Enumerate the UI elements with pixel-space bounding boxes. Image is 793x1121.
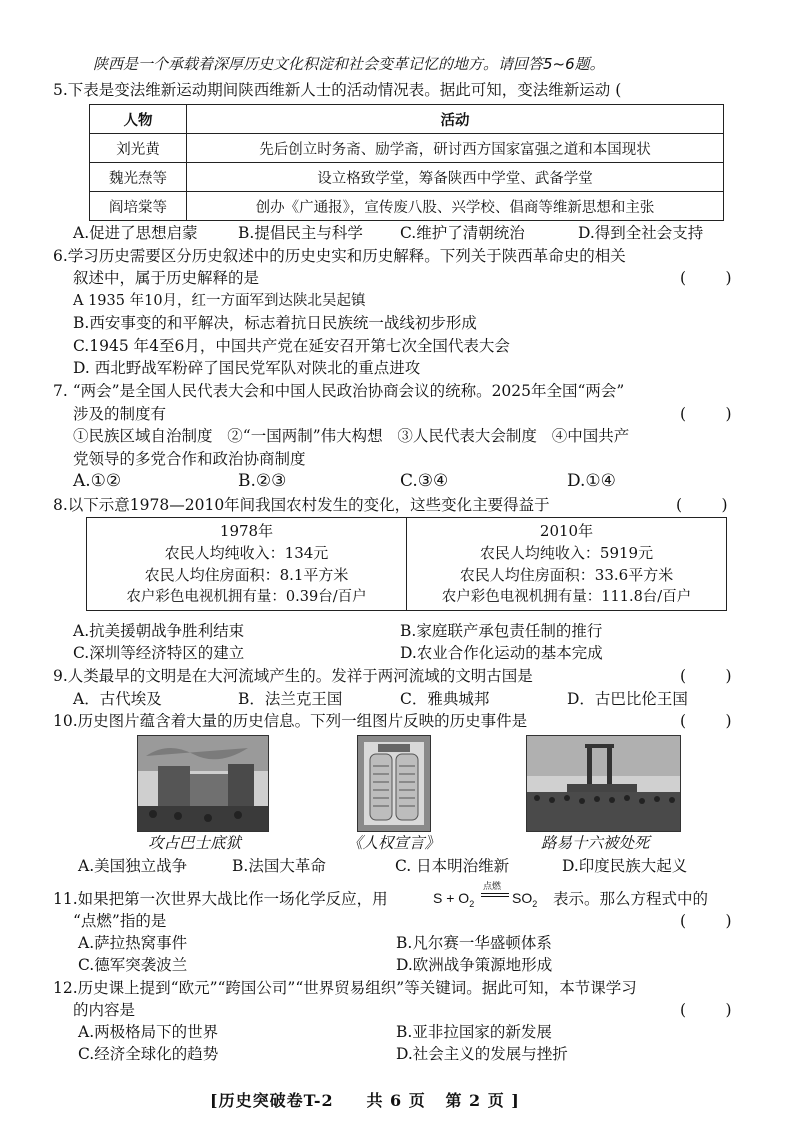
q5-cell: 设立格致学堂，筹备陕西中学堂、武备学堂	[187, 163, 724, 192]
q11-formula-arrow	[481, 893, 509, 897]
q12-stem-line1: 12.历史课上提到“欧元”“跨国公司”“世界贸易组织”等关键词。据此可知，本节课学习	[53, 979, 637, 997]
q7-stem-line1: 7. “两会”是全国人民代表大会和中国人民政治协商会议的统称。2025年全国“两会”	[53, 382, 625, 400]
q10-answer-paren: ( )	[680, 712, 732, 730]
q7-option-c: C.③④	[400, 471, 449, 491]
q12-option-c: C.经济全球化的趋势	[78, 1045, 219, 1063]
q12-option-a: A.两极格局下的世界	[78, 1023, 219, 1041]
q11-stem-part1: 11.如果把第一次世界大战比作一场化学反应，用	[53, 890, 388, 908]
q6-stem-line2: 叙述中，属于历史解释的是	[73, 269, 260, 287]
intro-text: 陕西是一个承载着深厚历史文化积淀和社会变革记忆的地方。请回答5~6题。	[93, 55, 605, 73]
q7-option-d: D.①④	[567, 471, 616, 491]
q10-option-a: A.美国独立战争	[78, 857, 188, 875]
q5-table	[89, 104, 724, 221]
q11-option-a: A.萨拉热窝事件	[78, 934, 188, 952]
q12-option-b: B.亚非拉国家的新发展	[396, 1023, 552, 1041]
q5-option-a: A.促进了思想启蒙	[73, 224, 198, 242]
q8-col-2010	[407, 518, 727, 611]
q5-option-c: C.维护了清朝统治	[400, 224, 525, 242]
q5-cell: 刘光黄	[90, 134, 187, 163]
q8-option-d: D.农业合作化运动的基本完成	[400, 644, 603, 662]
q12-stem-line2: 的内容是	[73, 1001, 136, 1019]
q11-answer-paren: ( )	[680, 912, 732, 930]
q8-option-b: B.家庭联产承包责任制的推行	[400, 622, 603, 640]
q11-formula	[433, 879, 553, 909]
q9-option-a: A．古代埃及	[73, 690, 162, 708]
q8-stat: 农民人均住房面积：33.6平方米	[459, 566, 674, 584]
q9-option-d: D．古巴比伦王国	[567, 690, 688, 708]
q11-formula-condition: 点燃	[483, 881, 502, 891]
table-row	[90, 134, 724, 163]
q11-option-b: B.凡尔赛一华盛顿体系	[396, 934, 552, 952]
q7-option-b: B.②③	[238, 471, 287, 491]
q10-option-b: B.法国大革命	[232, 857, 326, 875]
louis-execution-picture	[526, 735, 681, 832]
q10-caption-1: 攻占巴士底狱	[148, 834, 242, 852]
q5-cell: 阎培棠等	[90, 192, 187, 221]
q12-option-d: D.社会主义的发展与挫折	[396, 1045, 568, 1063]
q6-stem-line1: 6.学习历史需要区分历史叙述中的历史史实和历史解释。下列关于陕西革命史的相关	[53, 247, 626, 265]
q9-answer-paren: ( )	[680, 667, 732, 685]
q11-stem-line2: “点燃”指的是	[73, 912, 167, 930]
q8-stem: 8.以下示意1978—2010年间我国农村发生的变化，这些变化主要得益于	[53, 496, 550, 514]
q11-stem-part2: 表示。那么方程式中的	[553, 890, 709, 908]
q8-option-c: C.深圳等经济特区的建立	[73, 644, 245, 662]
q8-stat: 农民人均住房面积：8.1平方米	[144, 566, 349, 584]
q10-caption-2: 《人权宣言》	[347, 834, 441, 852]
q11-option-d: D.欧洲战争策源地形成	[396, 956, 553, 974]
q10-caption-3: 路易十六被处死	[541, 834, 650, 852]
q6-option-b: B.西安事变的和平解决，标志着抗日民族统一战线初步形成	[73, 314, 477, 332]
q8-stat: 农民人均纯收入：5919元	[479, 544, 654, 562]
q5-cell: 创办《广通报》，宣传废八股、兴学校、倡商等维新思想和主张	[187, 192, 724, 221]
q11-option-c: C.德军突袭波兰	[78, 956, 188, 974]
q8-stat: 农户彩色电视机拥有量：111.8台/百户	[441, 589, 692, 605]
rights-declaration-picture	[357, 735, 431, 832]
q5-option-b: B.提倡民主与科学	[238, 224, 363, 242]
q10-option-d: D.印度民族大起义	[562, 857, 688, 875]
table-row	[90, 192, 724, 221]
q7-answer-paren: ( )	[680, 405, 732, 423]
q8-year-1978: 1978年	[219, 522, 274, 540]
q5-header-activity: 活动	[187, 105, 724, 134]
q9-stem: 9.人类最早的文明是在大河流域产生的。发祥于两河流域的文明古国是	[53, 667, 533, 685]
q6-option-d: D. 西北野战军粉碎了国民党军队对陕北的重点进攻	[73, 359, 421, 377]
q7-items-line2: 党领导的多党合作和政治协商制度	[73, 450, 306, 468]
q6-option-a: A 1935 年10月，红一方面军到达陕北吴起镇	[73, 293, 366, 309]
q11-formula-left: $S + O_2$	[433, 890, 475, 909]
q5-option-d: D.得到全社会支持	[578, 224, 704, 242]
q8-col-1978	[87, 518, 407, 611]
q10-option-c: C. 日本明治维新	[395, 857, 510, 875]
page-footer: [历史突破卷T-2 共 6 页 第 2 页 ]	[210, 1091, 520, 1110]
q5-cell: 先后创立时务斋、励学斋，研讨西方国家富强之道和本国现状	[187, 134, 724, 163]
q8-compare-table	[86, 517, 727, 611]
q12-answer-paren: ( )	[680, 1001, 732, 1019]
q8-option-a: A.抗美援朝战争胜利结束	[73, 622, 245, 640]
q7-stem-line2: 涉及的制度有	[73, 405, 167, 423]
bastille-picture	[137, 735, 269, 832]
q5-stem: 5.下表是变法维新运动期间陕西维新人士的活动情况表。据此可知，变法维新运动 (	[53, 81, 622, 99]
q8-stat: 农民人均纯收入：134元	[164, 544, 329, 562]
q8-stat: 农户彩色电视机拥有量：0.39台/百户	[126, 589, 367, 605]
q8-answer-paren: ( )	[676, 496, 728, 514]
q7-option-a: A.①②	[73, 471, 122, 491]
q6-answer-paren: ( )	[680, 269, 732, 287]
q8-year-2010: 2010年	[539, 522, 594, 540]
q5-header-person: 人物	[90, 105, 187, 134]
q9-option-b: B．法兰克王国	[238, 690, 343, 708]
q10-stem: 10.历史图片蕴含着大量的历史信息。下列一组图片反映的历史事件是	[53, 712, 528, 730]
q6-option-c: C.1945 年4至6月，中国共产党在延安召开第七次全国代表大会	[73, 337, 510, 355]
q9-option-c: C．雅典城邦	[400, 690, 490, 708]
table-row	[90, 163, 724, 192]
q11-formula-right: $SO_2$	[512, 890, 538, 909]
q5-cell: 魏光焘等	[90, 163, 187, 192]
q7-items-line1: ①民族区域自治制度 ②“一国两制”伟大构想 ③人民代表大会制度 ④中国共产	[73, 427, 630, 445]
